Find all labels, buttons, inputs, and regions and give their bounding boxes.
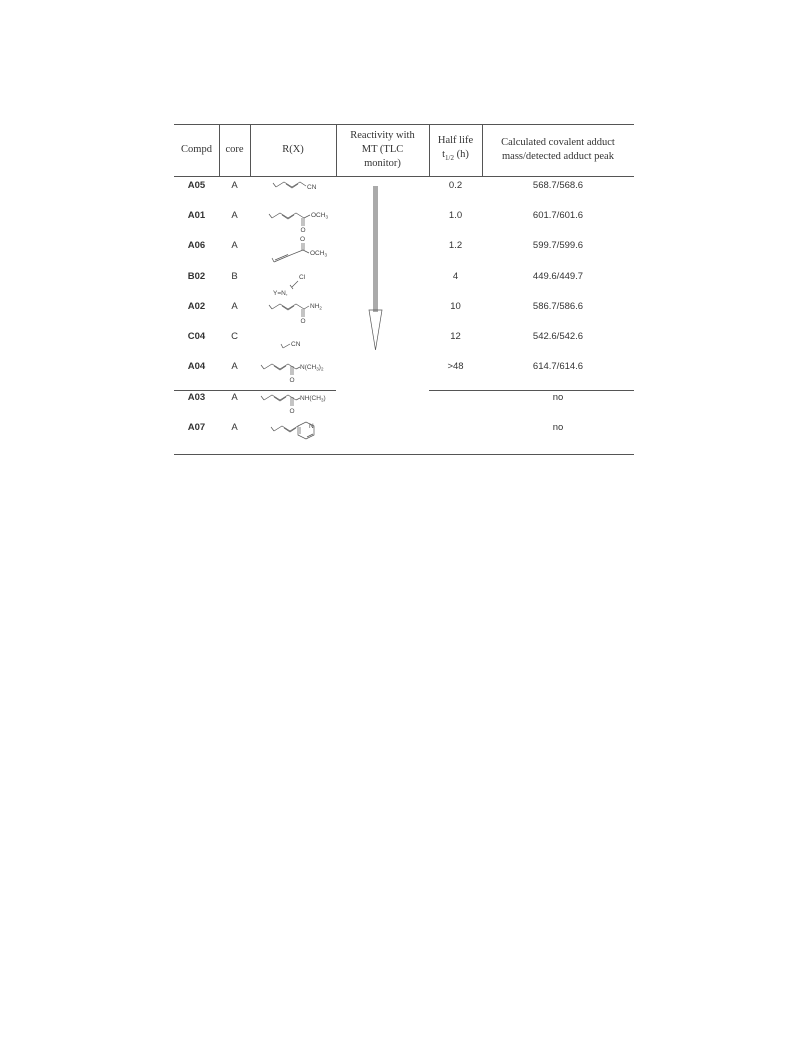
svg-text:CN: CN: [307, 184, 317, 191]
table-row: [174, 416, 634, 446]
table-row: [174, 265, 634, 295]
core-cell: C: [231, 330, 238, 342]
mass-cell: no: [552, 391, 564, 403]
mass-cell: 586.7/586.6: [532, 300, 584, 312]
compd-cell: A04: [187, 360, 206, 372]
header-core: core: [225, 144, 244, 155]
table-row: [174, 355, 634, 385]
core-cell: A: [231, 239, 238, 251]
mass-cell: 542.6/542.6: [532, 330, 584, 342]
header-halflife-line1: Half life: [437, 135, 474, 147]
halflife-cell: 0.2: [448, 179, 463, 191]
mass-cell: 568.7/568.6: [532, 179, 584, 191]
svg-text:N: N: [309, 423, 314, 430]
core-cell: A: [231, 300, 238, 312]
core-cell: A: [231, 360, 238, 372]
svg-text:Cl: Cl: [299, 274, 306, 281]
svg-text:OCH3: $OCH_3$: [311, 212, 328, 220]
svg-text:N(CH3)2: $N(CH_3)_2$: [300, 364, 324, 372]
mass-cell: 449.6/449.7: [532, 270, 584, 282]
core-cell: A: [231, 209, 238, 221]
core-cell: A: [231, 421, 238, 433]
structure-methyl-ester-icon: [266, 206, 332, 234]
header-reactivity: [336, 124, 429, 176]
halflife-cell: 1.2: [448, 239, 463, 251]
core-cell: B: [231, 270, 238, 282]
svg-text:CN: CN: [291, 341, 301, 348]
table-row: [174, 295, 634, 325]
svg-text:O: O: [300, 227, 306, 234]
structure-acrylamide-icon: [266, 297, 332, 325]
halflife-cell: [429, 416, 482, 438]
header-reactivity-line2: MT (TLC: [361, 144, 404, 155]
halflife-cell: 10: [450, 300, 461, 312]
structure-cyanamide-icon: [278, 335, 328, 355]
svg-text:O: O: [300, 236, 306, 243]
halflife-cell: 12: [450, 330, 461, 342]
header-mass-line2: mass/detected adduct peak: [502, 151, 614, 162]
header-reactivity-line3: monitor): [364, 158, 401, 169]
header-rx: R(X): [282, 144, 304, 155]
mass-cell: no: [552, 421, 564, 433]
structure-vinylpyridine-icon: [268, 417, 328, 451]
table-row: [174, 234, 634, 264]
core-cell: A: [231, 179, 238, 191]
halflife-cell: 1.0: [448, 209, 463, 221]
compd-cell: A01: [187, 209, 206, 221]
table-row: [174, 204, 634, 234]
mass-cell: 601.7/601.6: [532, 209, 584, 221]
header-compd: Compd: [181, 144, 212, 155]
svg-text:NH2: $NH_2$: [310, 303, 322, 311]
halflife-cell: 4: [452, 270, 459, 282]
header-mass: [482, 124, 634, 176]
svg-text:Y=N,: Y=N,: [273, 290, 288, 297]
table-row: [174, 174, 634, 204]
table-row: [174, 325, 634, 355]
svg-text:O: O: [289, 408, 295, 415]
structure-methylacrylamide-icon: [258, 388, 336, 416]
compd-cell: A05: [187, 179, 206, 191]
mass-cell: 614.7/614.6: [532, 360, 584, 372]
compd-cell: B02: [187, 270, 206, 282]
header-mass-line1: Calculated covalent adduct: [501, 137, 615, 148]
bottom-rule: [174, 454, 634, 455]
structure-dimethylacrylamide-icon: [258, 357, 336, 385]
header-halflife: Half life $t_{1/2}$ (h): [437, 135, 474, 163]
core-cell: A: [231, 391, 238, 403]
structure-nitrile-icon: [270, 177, 330, 201]
svg-text:O: O: [289, 377, 295, 384]
mass-cell: 599.7/599.6: [532, 239, 584, 251]
svg-text:O: O: [300, 318, 306, 325]
table-row: [174, 386, 634, 416]
svg-text:OCH3: $OCH_3$: [310, 250, 327, 258]
svg-text:NH(CH3): $NH(CH_3)$: [300, 395, 326, 403]
compd-cell: C04: [187, 330, 206, 342]
halflife-cell: >48: [447, 360, 464, 372]
compd-cell: A02: [187, 300, 206, 312]
structure-alkynyl-ester-icon: [268, 232, 334, 266]
halflife-cell: [429, 386, 482, 408]
compd-cell: A03: [187, 391, 206, 403]
compd-cell: A06: [187, 239, 206, 251]
compd-cell: A07: [187, 421, 206, 433]
header-reactivity-line1: Reactivity with: [350, 130, 415, 141]
